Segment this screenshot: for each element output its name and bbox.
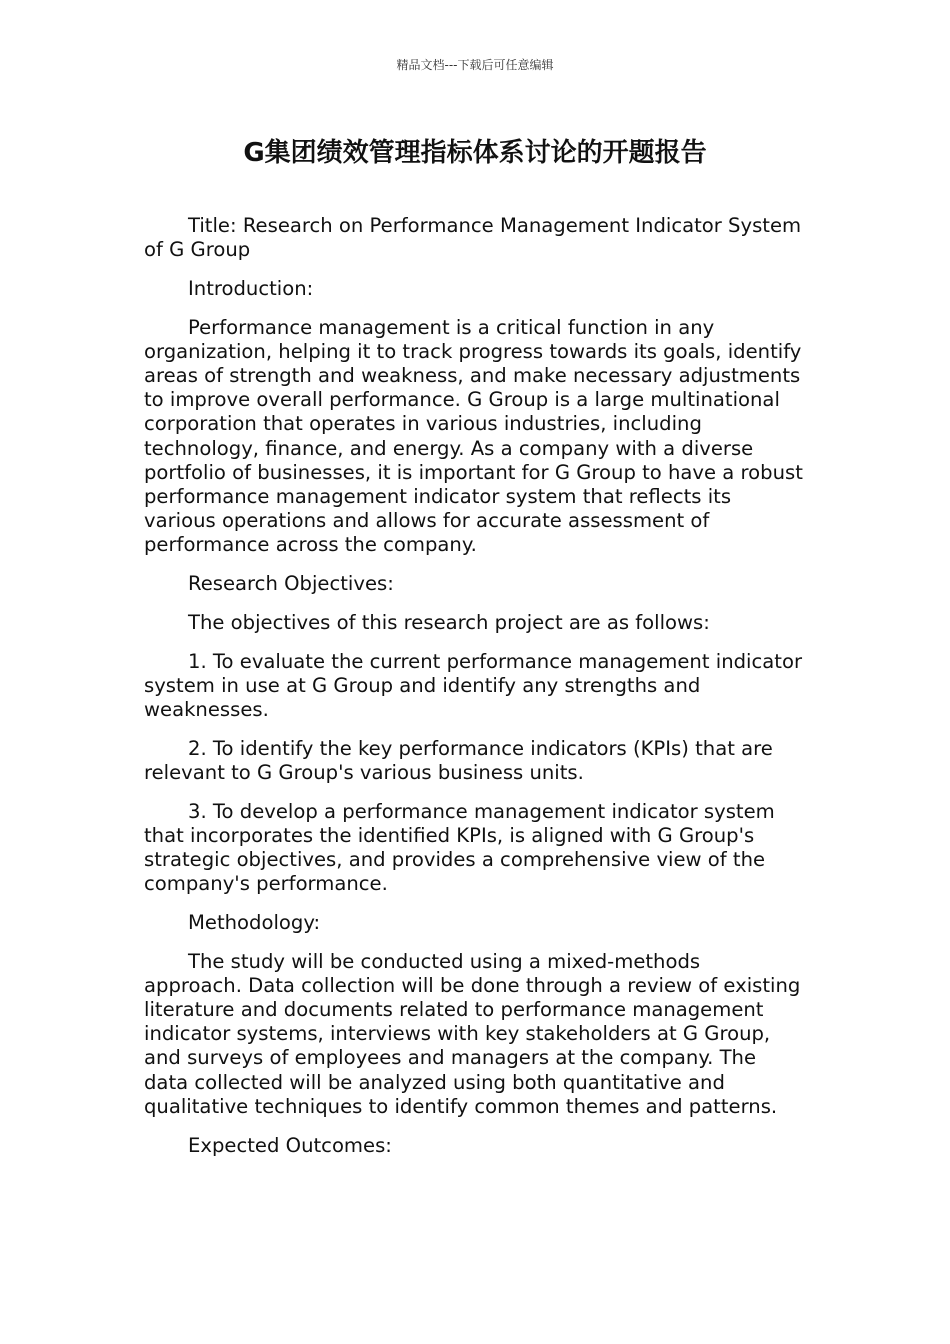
document-body (144, 214, 804, 1172)
paragraph-introduction: Performance management is a critical function in any organization, helping it to track progress towards its goals, identify areas of strength and weakness, and make necessary adjustments to improve overall performance. G Group is a large multinational corporation that operates in various industries, including technology, finance, and energy. As a company with a diverse portfolio of businesses, it is important for G Group to have a robust performance management indicator system that reflects its various operations and allows for accurate assessment of performance across the company. (144, 315, 803, 557)
paragraph-title-line: Title: Research on Performance Management Indicator System of G Group (144, 214, 802, 262)
heading-research-objectives: Research Objectives: (188, 572, 394, 596)
page-header: 精品文档---下载后可任意编辑 (396, 58, 554, 72)
heading-methodology: Methodology: (188, 910, 321, 934)
objective-item-1: 1. To evaluate the current performance management indicator system in use at G Group and identify any strengths and weaknesses. (144, 649, 803, 721)
heading-expected-outcomes: Expected Outcomes: (188, 1133, 392, 1157)
objective-item-3: 3. To develop a performance management indicator system that incorporates the identified KPIs, is aligned with G Group's strategic objectives, and provides a comprehensive view of the company's performance. (144, 799, 775, 896)
objective-item-2: 2. To identify the key performance indicators (KPIs) that are relevant to G Group's various business units. (144, 736, 773, 784)
paragraph-methodology: The study will be conducted using a mixed-methods approach. Data collection will be done through a review of existing literature and documents related to performance management indicator systems, interviews with key stakeholders at G Group, and surveys of employees and managers at the company. The data collected will be analyzed using both quantitative and qualitative techniques to identify common themes and patterns. (144, 949, 801, 1118)
heading-introduction: Introduction: (188, 276, 314, 300)
paragraph-objectives-intro: The objectives of this research project are as follows: (188, 610, 710, 634)
document-title: G集团绩效管理指标体系讨论的开题报告 (243, 138, 707, 168)
